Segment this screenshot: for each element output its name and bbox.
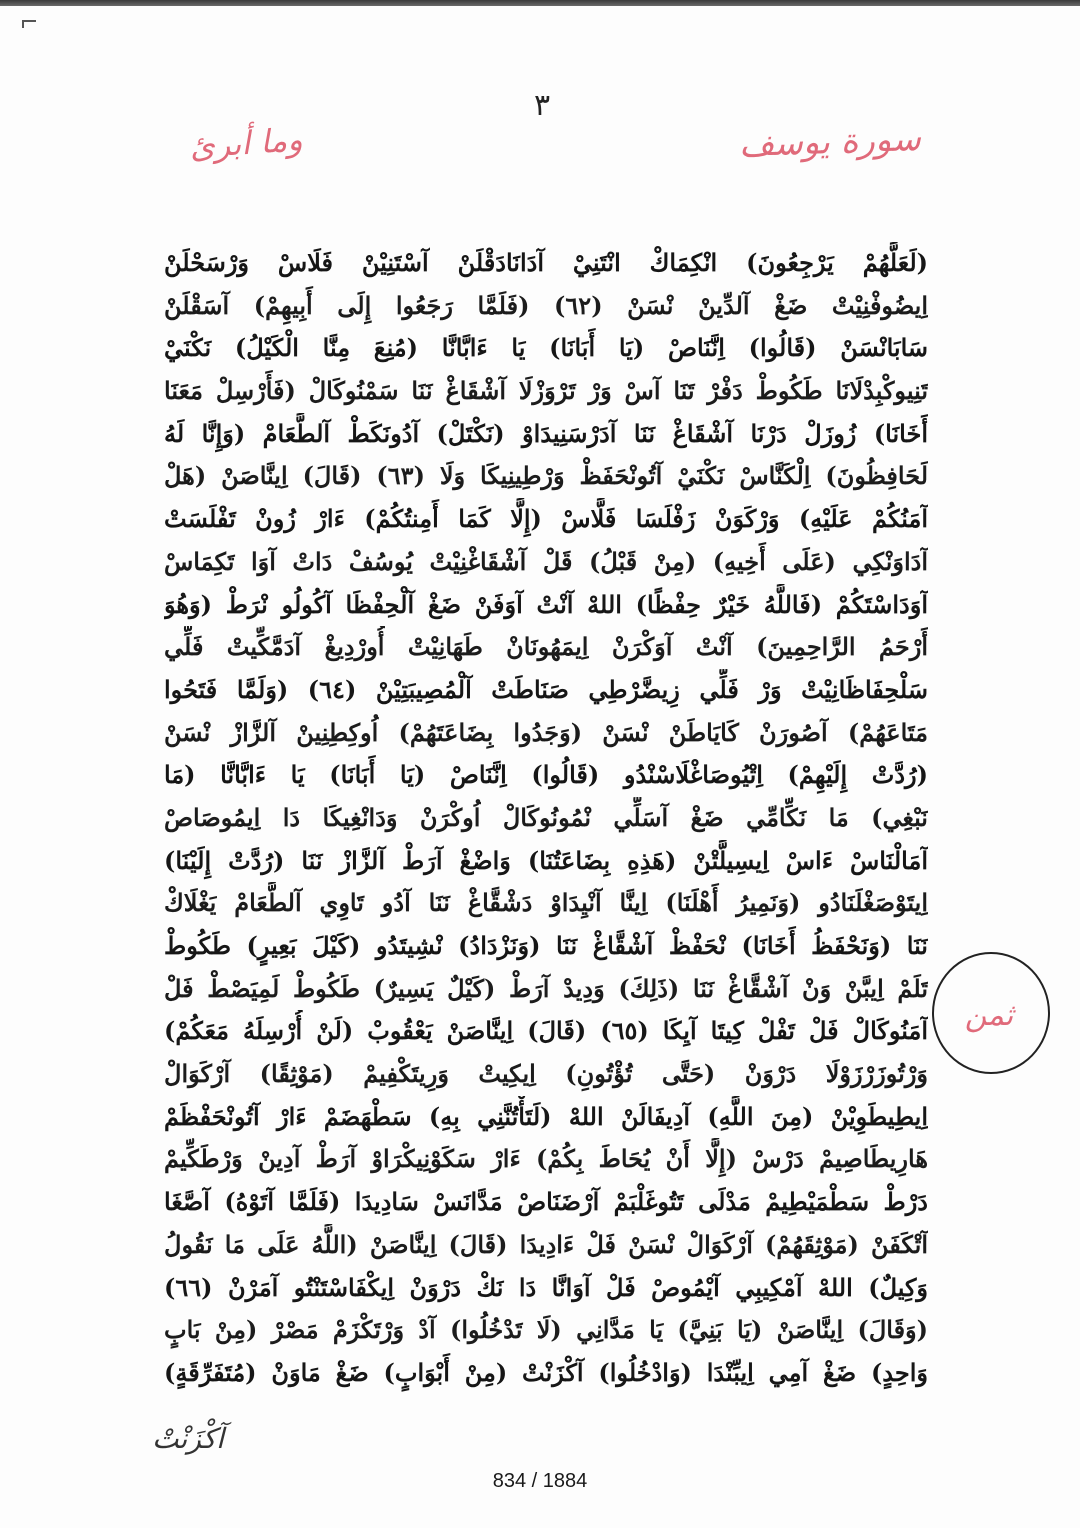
text-line-8: آدَاوَنْكِي (عَلَى أَخِيهِ) (مِنْ قَبْلُ) قَلْ آشْقَاغْنِيْتْ يُوسُفْ دَاتْ آوَا تَكِمَاسْ bbox=[164, 546, 928, 576]
text-line-23: دَرْطْ سَطْمَيْطِيمْ مَدْلَى تَتُوغَلْبَمْ آرْضَنَاصْ مَدَّانَسْ سَادِيدَا (فَلَمَّا آتَوْهُ) آصَّغَا bbox=[164, 1187, 928, 1217]
text-line-15: آمَالْنَاسْ ءَاسْ اِيسِيلَّتْنْ (هَذِهِ بِضَاعَتُنَا) وَاضْغْ آرَطْ آلزَّازْ نَنَا (رُدَّتْ إِلَيْنَا) bbox=[164, 845, 928, 875]
text-line-25: وَكِيلٌ) اللهْ آمْكِيبِي آيْمُوصْ فَلْ آوَانَّا دَا نَكْ دَرْوَنْ اِيكْفَاسْتَنْتُو آمَرْنْ (٦٦) bbox=[164, 1272, 928, 1302]
corner-mark bbox=[22, 20, 36, 28]
surah-title-handwritten: سورة يوسف bbox=[738, 118, 922, 166]
manuscript-page bbox=[0, 6, 1080, 1528]
text-line-19: آمَنُوكَالْ فَلْ تَفْلْ كِيتَا آيِكَا (٦٥) (قَالَ) اِينَّاصَنْ يَعْقُوبْ (لَنْ أُرْسِلَهُ مَعَكُمْ) bbox=[164, 1016, 928, 1046]
page-number: ٣ bbox=[533, 88, 551, 123]
margin-note-handwritten: ثمن bbox=[964, 998, 1014, 1033]
text-line-9: آوَدَاسْتَكُمْ (فَاللَّهُ خَيْرٌ حِفْظًا) اللهْ آنْتْ آوَفَنْ ضَغْ آلْحِفْظَا آكُولُو نْرَطْ (وَهُوَ bbox=[164, 589, 928, 619]
text-line-4: تَنِيوكْبِدْلَانَا طَكُوطْ دَفْرْ تَنَا آسْ وَرْ تَرْوَزْلَا آشْقَاغْ نَنَا سَمْنُوكَالْ (فَأَرْسِلْ مَعَنَا bbox=[164, 376, 928, 406]
text-line-27: وَاحِدٍ) ضَغْ آمِي اِيبِّنْدَا (وَادْخُلُوا) آكْزَنْتْ (مِنْ أَبْوَابٍ) ضَغْ مَاوَنْ (مُتَفَرِّقَةٍ) bbox=[164, 1357, 928, 1387]
text-line-10: أَرْحَمُ الرَّاحِمِينَ) آنْتْ آوَكْرَنْ اِيمَهُونَانْ طَهَانِيْتْ أُورْدِيغْ آدَمَّكِّيتْ فَلِّي bbox=[164, 632, 928, 662]
text-line-3: سَابَانْسَنْ (قَالُوا) اِنَّنَاصْ (يَا أَبَانَا) يَا ءَابَّانَّا (مُنِعَ مِنَّا الْكَيْلُ) نَكْنَيْ bbox=[164, 333, 928, 363]
page-counter: 834 / 1884 bbox=[492, 1470, 588, 1492]
text-line-13: (رُدَّتْ إِلَيْهِمْ) اِتْيُوصَاغْلَاسْنْدُو (قَالُوا) اِنَّنَاصْ (يَا أَبَانَا) يَا ءَابَّانَّا (مَا bbox=[164, 760, 928, 790]
text-line-12: مَتَاعَهُمْ) آصُورَنْ كَايَاطَنْ نْسَنْ (وَجَدُوا بِضَاعَتَهُمْ) اُوكِطِنِينْ آلزَّازْ نْسَنْ bbox=[164, 717, 928, 747]
text-line-20: وَرْتُوزَرْزَوْلَا دَرْوَنْ (حَتَّى تُؤْتُونِ) اِيكِيتْ وَرِيتَكْفِيمْ (مَوْثِقًا) آرْكَوَالْ bbox=[164, 1059, 928, 1089]
text-line-14: نَبْغِي) مَا نَكِّامِّي ضَغْ آسَلِّي نْمُونُوكَالْ اُوكْرَنْ وَدَانْغِيكَا دَا اِيمُوصَاصْ bbox=[164, 802, 928, 832]
range-note-handwritten: وما أبرئ bbox=[188, 120, 304, 166]
text-line-6: لَحَافِظُونَ) اِلْكَنَّاسْ نَكْنَيْ آتُونْحَفَظْ وَرْطِينِيكَا وَلَا (٦٣) (قَالَ) اِينَّاصَنْ (هَلْ bbox=[164, 461, 928, 491]
text-line-21: اِيطِيطَوِيْنْ (مِنَ اللَّهِ) آدِيفَالَنْ اللهْ (لَتَأْتُنَّنِي بِهِ) سَطْهَضَمْ ءَارْ آتُونْحَفْظَمْ bbox=[164, 1101, 928, 1131]
text-line-22: هَارِيطَاصِيمْ دَرْسْ (إِلَّا أَنْ يُحَاطَ بِكُمْ) ءَارْ سَكَوْنِيكْرَاوْ آرَطْ آدِينْ وَرْطَكِّيمْ bbox=[164, 1144, 928, 1174]
text-line-5: أَخَانَا) زُوزَلْ دَرْنَا آشْقَاغْ نَنَا آدَرْسَنِيدَاوْ (نَكْتَلْ) آدُونَكَطْ آلطَّعَامْ (وَإِنَّا لَهُ bbox=[164, 418, 928, 448]
text-line-16: اِيتَوْصَغْلَنَادُو (وَنَمِيرُ أَهْلَنَا) اِينَّا آنْيِدَاوْ دَشْقَّاغْ نَنَا آدُو تَاوِي آلطَّعَامْ يَغْلَاكْ bbox=[164, 888, 928, 918]
text-line-7: آمَنُكُمْ عَلَيْهِ) وَرْكَوَنْ زَفْلَسَا فَلَّاسْ (إِلَّا كَمَا أَمِنتُكُمْ) ءَارْ زُونْ تَفْلَسَتْ bbox=[164, 504, 928, 534]
text-line-2: اِيضُوفْنِيْتْ ضَغْ آلدِّينْ نْسَنْ (٦٢) (فَلَمَّا رَجَعُوا إِلَى أَبِيهِمْ) آسَقْلَنْ bbox=[164, 290, 928, 320]
text-line-24: آتْكَفَنْ (مَوْثِقَهُمْ) آرْكَوَالْ نْسَنْ فَلْ ءَادِيدَا (قَالَ) اِينَّاصَنْ (اللَّهُ عَلَى مَا نَقُولُ bbox=[164, 1229, 928, 1259]
text-line-1: (لَعَلَّهُمْ يَرْجِعُونَ) انْكِمَاكْ انْتَنِيْ آدَانَادَقْلَنْ آسْتَنِيْنْ فَلَاسْ وَرْسَحْلَنْ bbox=[164, 248, 928, 277]
text-body bbox=[164, 242, 928, 1412]
catchword-handwritten: آكْزَنْتْ bbox=[152, 1422, 224, 1455]
text-line-18: تَلَمْ اِيبَّنْ وَنْ آشْقَّاغْ نَنَا (ذَلِكَ) وَدِيدْ آرَطْ (كَيْلٌ يَسِيرٌ) طَكُوطْ لَمِيَصْطْ فَلْ bbox=[164, 973, 928, 1003]
text-line-26: (وَقَالَ) اِينَّاصَنْ (يَا بَنِيَّ) يَا مَدَّانِي (لَا تَدْخُلُوا) آدْ وَرْتَكْزَمْ مَصْرْ (مِنْ بَابٍ bbox=[164, 1315, 928, 1345]
text-line-11: سَلْحِفَاظَانِيْتْ وَرْ فَلِّي زِيضَّرْطِي صَنَاطَتْ آلْمُصِيبَتِيْنْ (٦٤) (وَلَمَّا فَتَحُوا bbox=[164, 674, 928, 704]
text-line-17: نَنَا (وَنَحْفَظُ أَخَانَا) نْحَفْظْ آشْقَّاغْ نَنَا (وَنَزْدَادُ) نْشِيتَدُو (كَيْلَ بَعِيرٍ) طَكُوطْ bbox=[164, 931, 928, 960]
